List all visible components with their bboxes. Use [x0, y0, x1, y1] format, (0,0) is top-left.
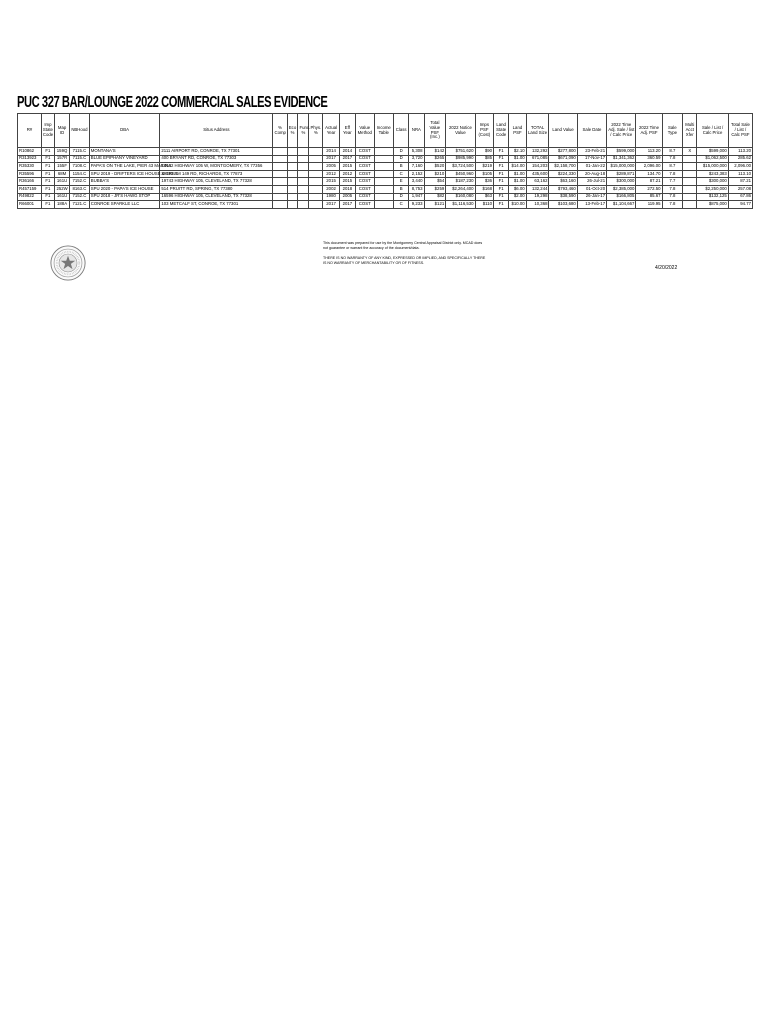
table-cell [309, 148, 323, 156]
table-cell: $160,080 [446, 193, 475, 201]
table-cell: 8,753 [409, 185, 424, 193]
table-cell: $450,960 [446, 170, 475, 178]
table-cell: $1.00 [509, 178, 526, 186]
table-cell: $54 [424, 178, 446, 186]
table-cell [273, 201, 287, 209]
table-cell: 26-Jul-21 [577, 178, 606, 186]
table-cell: F1 [41, 163, 54, 171]
column-header: Phys. % [309, 114, 323, 148]
sales-evidence-table [17, 113, 753, 209]
table-cell: 119.95 [636, 201, 662, 209]
county-seal-icon [50, 245, 86, 281]
column-header: Situs Address [160, 114, 273, 148]
table-cell: $63,160 [549, 178, 577, 186]
table-cell: 7152.C [70, 193, 90, 201]
table-cell: $15,000,000 [607, 163, 636, 171]
table-cell [298, 163, 309, 171]
column-header: Total Sale / List / Calc PSF [728, 114, 752, 148]
table-cell: 188A [54, 201, 69, 209]
table-cell: B [394, 185, 409, 193]
table-cell: 2015 [339, 163, 355, 171]
table-cell: $1.00 [509, 155, 526, 163]
table-cell: $985,990 [446, 155, 475, 163]
table-cell: $82 [424, 193, 446, 201]
table-cell: 435,600 [526, 170, 549, 178]
table-cell [273, 155, 287, 163]
disclaimer-text: This document was prepared for use by the Montgomery Central Appraisal District only. MCAD does not guarantee or warrant the accuracy of the document/data. [323, 241, 483, 250]
table-cell: 5,308 [409, 148, 424, 156]
table-cell: $6.00 [509, 185, 526, 193]
table-cell: R49822 [18, 193, 42, 201]
table-row [18, 201, 753, 209]
table-cell: COST [356, 201, 374, 209]
table-cell: 2005 [339, 193, 355, 201]
column-header: Sale Date [577, 114, 606, 148]
column-header: Eff Year [339, 114, 355, 148]
table-cell [683, 185, 697, 193]
table-cell: BLUE EPIPHANY VINEYARD [89, 155, 160, 163]
table-cell: $166,805 [607, 193, 636, 201]
table-cell: F1 [494, 193, 509, 201]
table-cell: 134.70 [636, 170, 662, 178]
table-cell [309, 155, 323, 163]
table-cell: F1 [494, 178, 509, 186]
column-header: DBA [89, 114, 160, 148]
table-cell: $277,800 [549, 148, 577, 156]
table-cell: 8.7 [662, 163, 683, 171]
table-cell [374, 201, 394, 209]
table-cell: 7.8 [662, 170, 683, 178]
table-cell: F1 [41, 148, 54, 156]
document-date: 4/20/2022 [655, 265, 678, 271]
table-cell: $142 [424, 148, 446, 156]
table-cell: 2015 [339, 178, 355, 186]
table-cell: B [394, 163, 409, 171]
table-cell [273, 178, 287, 186]
table-cell: 2002 [323, 185, 339, 193]
table-cell [298, 148, 309, 156]
column-header: Value Method [356, 114, 374, 148]
table-cell: 2017 [323, 201, 339, 209]
table-cell: 7.7 [662, 178, 683, 186]
table-cell: $243,383 [697, 170, 729, 178]
table-cell: SPU 2018 - JR'S HAWG STOP [89, 193, 160, 201]
table-cell: $132,125 [697, 193, 729, 201]
table-cell: F1 [41, 193, 54, 201]
column-header: NRA [409, 114, 424, 148]
table-cell: D [394, 193, 409, 201]
table-cell: $259 [424, 185, 446, 193]
table-cell: $110 [475, 201, 493, 209]
table-cell [273, 185, 287, 193]
table-cell: 1,947 [409, 193, 424, 201]
table-cell: 2017 [339, 155, 355, 163]
warranty-text: THERE IS NO WARRANTY OF ANY KIND, EXPRESSED OR IMPLIED, AND SPECIFICALLY THERE IS NO WARRANTY OF MERCHANTABILITY OR OF FITNESS. [323, 255, 486, 265]
table-cell: 10,368 [526, 201, 549, 209]
column-header: TOTAL Land Size [526, 114, 549, 148]
table-cell [298, 193, 309, 201]
table-cell: R457159 [18, 185, 42, 193]
table-cell: COST [356, 178, 374, 186]
table-cell: $63 [475, 193, 493, 201]
disclaimer [323, 241, 488, 270]
table-cell: 2018 [339, 185, 355, 193]
table-cell: $2.10 [509, 148, 526, 156]
table-cell [683, 201, 697, 209]
table-cell: 19,298 [526, 193, 549, 201]
table-cell: D [394, 148, 409, 156]
table-cell: $1,341,362 [607, 155, 636, 163]
table-cell [683, 163, 697, 171]
table-cell: 8.7 [662, 148, 683, 156]
table-cell: 87.21 [728, 178, 752, 186]
table-cell: SPU 2019 - DRIFTERS ICE HOUSE & GRILL [89, 170, 160, 178]
table-cell [273, 163, 287, 171]
column-header: % Comp [273, 114, 287, 148]
table-cell: C [394, 170, 409, 178]
table-cell [287, 163, 298, 171]
table-cell: 01-Jan-22 [577, 163, 606, 171]
column-header: NBHood [70, 114, 90, 148]
table-cell: 2012 [339, 170, 355, 178]
table-row [18, 163, 753, 171]
table-cell [374, 163, 394, 171]
table-cell: R36166 [18, 178, 42, 186]
table-cell: 94.77 [728, 201, 752, 209]
table-cell: 132,292 [526, 148, 549, 156]
column-header: Imps PSF (Cost) [475, 114, 493, 148]
table-cell: 132,244 [526, 185, 549, 193]
table-cell: F1 [494, 155, 509, 163]
table-cell: F1 [41, 185, 54, 193]
column-header: Total Value PSF (Inc.) [424, 114, 446, 148]
table-cell: 1154.C [70, 170, 90, 178]
column-header: Sale Type [662, 114, 683, 148]
table-cell: R313923 [18, 155, 42, 163]
column-header: Class [394, 114, 409, 148]
table-cell: 671,085 [526, 155, 549, 163]
table-header-row [18, 114, 753, 148]
table-cell [287, 185, 298, 193]
table-cell: $1.00 [509, 170, 526, 178]
table-cell [287, 178, 298, 186]
table-cell: 7121.C [70, 201, 90, 209]
table-cell: $300,000 [607, 178, 636, 186]
table-cell: F1 [41, 178, 54, 186]
table-cell: $10.00 [509, 201, 526, 209]
table-cell: 16596 HIGHWAY 105, CLEVELAND, TX 77328 [160, 193, 273, 201]
table-cell: 159Q [54, 148, 69, 156]
table-cell: 285.62 [728, 155, 752, 163]
table-cell: F1 [494, 170, 509, 178]
table-cell: F1 [494, 185, 509, 193]
table-cell: 7.8 [662, 185, 683, 193]
table-cell: $121 [424, 201, 446, 209]
table-cell [298, 201, 309, 209]
table-cell: 67.86 [728, 193, 752, 201]
table-cell: 3,720 [409, 155, 424, 163]
table-cell: 2012 [323, 170, 339, 178]
table-cell: 252W [54, 185, 69, 193]
table-cell [683, 170, 697, 178]
table-cell: $1,062,500 [697, 155, 729, 163]
table-cell: 85.67 [636, 193, 662, 201]
table-cell: 7.8 [662, 201, 683, 209]
table-cell: 514 PRUITT RD, SPRING, TX 77380 [160, 185, 273, 193]
table-cell: X [683, 148, 697, 156]
table-cell: $1,116,530 [446, 201, 475, 209]
table-cell: $224,330 [549, 170, 577, 178]
table-cell [683, 155, 697, 163]
table-row [18, 185, 753, 193]
table-cell: $2.00 [509, 193, 526, 201]
table-cell: COST [356, 148, 374, 156]
table-cell: R35596 [18, 170, 42, 178]
table-cell: R66001 [18, 201, 42, 209]
table-cell: COST [356, 163, 374, 171]
table-cell: $2,385,000 [607, 185, 636, 193]
table-cell: 29193 FM 149 RD, RICHARDS, TX 77873 [160, 170, 273, 178]
table-cell: 19743 HIGHWAY 105, CLEVELAND, TX 77328 [160, 178, 273, 186]
table-cell: 2014 [339, 148, 355, 156]
table-cell: COST [356, 193, 374, 201]
table-cell: 103 METCALF ST, CONROE, TX 77301 [160, 201, 273, 209]
column-header: Map ID [54, 114, 69, 148]
table-cell: 157R [54, 155, 69, 163]
table-cell: F1 [494, 201, 509, 209]
table-cell: BUBBA'S [89, 178, 160, 186]
table-cell [374, 148, 394, 156]
table-cell: C [394, 201, 409, 209]
table-cell: $168 [475, 185, 493, 193]
table-cell: 3,440 [409, 178, 424, 186]
table-cell: D [394, 155, 409, 163]
table-cell: $599,000 [607, 148, 636, 156]
table-cell: $520 [424, 163, 446, 171]
table-cell: 9,233 [409, 201, 424, 209]
page-title: PUC 327 BAR/LOUNGE 2022 COMMERCIAL SALES EVIDENCE [17, 94, 328, 111]
column-header: Land State Code [494, 114, 509, 148]
table-cell: 13-Feb-17 [577, 201, 606, 209]
table-cell: 257.08 [728, 185, 752, 193]
table-cell: $36 [475, 178, 493, 186]
table-cell: COST [356, 170, 374, 178]
column-header: 2022 Time Adj. Sale / list / Calc Price [607, 114, 636, 148]
table-cell: $187,230 [446, 178, 475, 186]
table-cell [273, 170, 287, 178]
column-header: Eco % [287, 114, 298, 148]
column-header: 2022 Notice Value [446, 114, 475, 148]
table-cell: 2,152 [409, 170, 424, 178]
table-cell: COST [356, 155, 374, 163]
column-header: Multi Acct Xfer [683, 114, 697, 148]
table-cell: 154,203 [526, 163, 549, 171]
table-cell: 2111 AIRPORT RD, CONROE, TX 77301 [160, 148, 273, 156]
table-cell [298, 178, 309, 186]
table-cell: $599,000 [697, 148, 729, 156]
table-cell: F1 [41, 201, 54, 209]
table-cell: $300,000 [697, 178, 729, 186]
column-header: Income Table [374, 114, 394, 148]
table-cell: $103,680 [549, 201, 577, 209]
table-cell: 7.8 [662, 155, 683, 163]
table-cell: $1,104,667 [607, 201, 636, 209]
table-cell: 7.8 [662, 193, 683, 201]
table-cell: $751,620 [446, 148, 475, 156]
table-cell: E [394, 178, 409, 186]
table-cell: 63,162 [526, 178, 549, 186]
table-cell: $2,264,400 [446, 185, 475, 193]
table-cell: 360.59 [636, 155, 662, 163]
table-cell [374, 193, 394, 201]
table-cell: $265 [424, 155, 446, 163]
table-cell: $210 [424, 170, 446, 178]
table-cell [287, 148, 298, 156]
column-header: Actual Year [323, 114, 339, 148]
table-cell: 68M [54, 170, 69, 178]
table-cell [273, 148, 287, 156]
table-cell: $219 [475, 163, 493, 171]
table-cell: 7115.C [70, 148, 90, 156]
table-cell [374, 170, 394, 178]
table-cell: 113.20 [636, 148, 662, 156]
table-cell [309, 163, 323, 171]
table-cell: 113.10 [728, 170, 752, 178]
table-cell: 272.50 [636, 185, 662, 193]
table-cell: $90 [475, 148, 493, 156]
column-header: Func. % [298, 114, 309, 148]
table-cell [309, 178, 323, 186]
table-cell: F1 [41, 155, 54, 163]
table-cell: 155F [54, 163, 69, 171]
table-cell [374, 185, 394, 193]
table-cell: 2014 [323, 148, 339, 156]
table-cell: F1 [494, 163, 509, 171]
table-cell: F1 [494, 148, 509, 156]
table-cell: CONROE SPARKLE LLC [89, 201, 160, 209]
table-row [18, 148, 753, 156]
column-header: Land PSF [509, 114, 526, 148]
table-cell: 01-Oct-20 [577, 185, 606, 193]
table-cell [374, 155, 394, 163]
table-cell: $14.00 [509, 163, 526, 171]
column-header: Imp State Code [41, 114, 54, 148]
table-cell [287, 201, 298, 209]
table-cell: 2,096.00 [636, 163, 662, 171]
table-cell: $3,724,500 [446, 163, 475, 171]
table-cell [309, 170, 323, 178]
column-header: R# [18, 114, 42, 148]
table-row [18, 178, 753, 186]
table-cell [374, 178, 394, 186]
table-cell: 20-Aug-18 [577, 170, 606, 178]
column-header: Land Value [549, 114, 577, 148]
table-cell: 2005 [323, 163, 339, 171]
table-cell: 14632 HIGHWAY 105 W, MONTGOMERY, TX 77356 [160, 163, 273, 171]
table-row [18, 170, 753, 178]
table-cell: 7152.C [70, 178, 90, 186]
table-cell: 7115.C [70, 155, 90, 163]
table-cell: R35330 [18, 163, 42, 171]
table-cell: $2,250,000 [697, 185, 729, 193]
table-cell: 2017 [339, 201, 355, 209]
table-cell: SPU 2020 - PAPA'S ICE HOUSE [89, 185, 160, 193]
table-cell: 161U [54, 193, 69, 201]
table-cell: $2,158,700 [549, 163, 577, 171]
table-cell: 23-Feb-21 [577, 148, 606, 156]
table-cell: $15,000,000 [697, 163, 729, 171]
table-cell [273, 193, 287, 201]
table-cell [298, 155, 309, 163]
table-cell: PAPA'S ON THE LAKE, PIER 43 MARINA [89, 163, 160, 171]
table-cell: 2,096.00 [728, 163, 752, 171]
table-cell: 8163.C [70, 185, 90, 193]
table-cell [298, 185, 309, 193]
table-cell [683, 178, 697, 186]
table-cell [309, 185, 323, 193]
table-cell: MONTANA'S [89, 148, 160, 156]
table-cell [683, 193, 697, 201]
table-cell: 17-Nov-17 [577, 155, 606, 163]
table-cell: $289,871 [607, 170, 636, 178]
table-cell: 161U [54, 178, 69, 186]
table-row [18, 193, 753, 201]
column-header: Sale / List / Calc Price [697, 114, 729, 148]
table-cell: 87.21 [636, 178, 662, 186]
column-header: 2022 Time Adj. PSF [636, 114, 662, 148]
table-cell: 400 BRYANT RD, CONROE, TX 77303 [160, 155, 273, 163]
table-cell: F1 [41, 170, 54, 178]
table-cell: 7108.C [70, 163, 90, 171]
table-cell: $875,000 [697, 201, 729, 209]
table-cell [287, 155, 298, 163]
table-cell: R10862 [18, 148, 42, 156]
table-cell: 1980 [323, 193, 339, 201]
table-cell [298, 170, 309, 178]
table-row [18, 155, 753, 163]
table-cell: $105 [475, 170, 493, 178]
table-cell: $38,590 [549, 193, 577, 201]
table-cell: $671,090 [549, 155, 577, 163]
table-cell: 7,160 [409, 163, 424, 171]
table-cell: $85 [475, 155, 493, 163]
table-cell [287, 170, 298, 178]
table-cell: COST [356, 185, 374, 193]
table-cell: 2017 [323, 155, 339, 163]
table-body [18, 148, 753, 209]
table-cell: $793,460 [549, 185, 577, 193]
table-cell [287, 193, 298, 201]
table-cell: 26-Jan-17 [577, 193, 606, 201]
table-cell: 2015 [323, 178, 339, 186]
table-cell [309, 193, 323, 201]
table-cell [309, 201, 323, 209]
table-cell: 113.20 [728, 148, 752, 156]
